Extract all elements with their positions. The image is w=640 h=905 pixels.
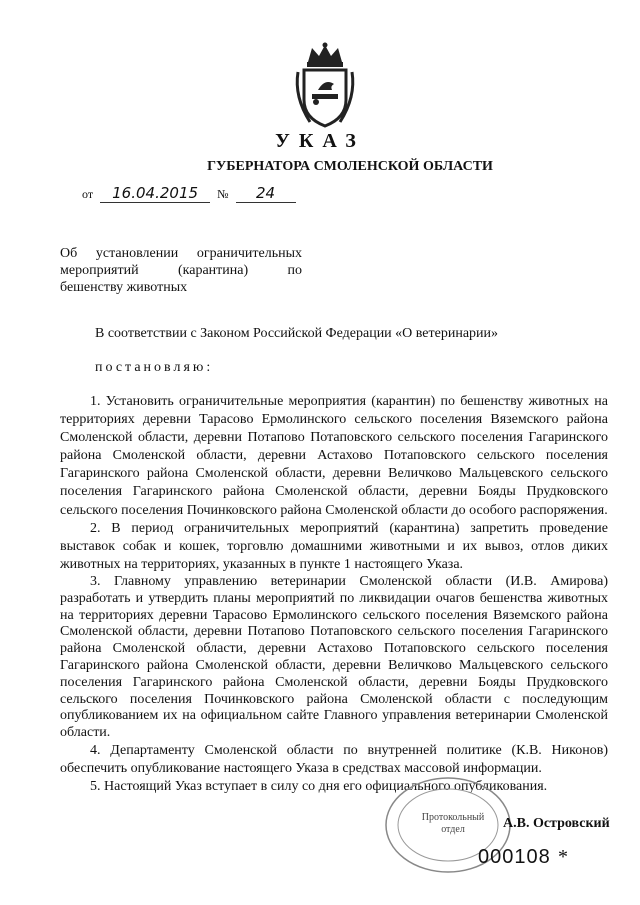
decree-paragraph: 4. Департаменту Смоленской области по внутренней политике (К.В. Никонов) обеспечить опубликование настоящего Указа в средствах массовой информации. — [60, 742, 608, 776]
decree-paragraph: 2. В период ограничительных мероприятий (карантина) запретить проведение выставок собак и кошек, торговлю домашними животными и их вывоз, отлов диких животных на территориях, указанных в пункте 1 настоящего Указа. — [60, 520, 608, 572]
decree-paragraph: 5. Настоящий Указ вступает в силу со дня его официального опубликования. — [90, 779, 548, 795]
number-prefix: № — [217, 187, 229, 201]
document-title: УКАЗ — [275, 130, 365, 152]
subject-block — [60, 245, 302, 296]
stamp-text — [418, 812, 488, 836]
coat-of-arms-icon — [290, 42, 360, 130]
preamble: В соответствии с Законом Российской Федерации «О ветеринарии» — [95, 326, 499, 341]
decree-paragraph: 1. Установить ограничительные мероприятия (карантин) по бешенству животных на территориях деревни Тарасово Ермолинского сельского поселения Вяземского района Смоленской области, деревни Потапово Потаповского сельского поселения Гагаринского района Смоленской области, деревни Астахово Потаповского сельского поселения Гагаринского района Смоленской области, деревни Величково Мальцевского сельского поселения Гагаринского района Смоленской области, деревни Бояды Прудковского сельского поселения Починковского района Смоленской области до особого распоряжения. — [60, 394, 608, 518]
stamp-line: отдел — [441, 824, 465, 835]
handwritten-number: 24 — [236, 184, 296, 203]
decree-body — [60, 393, 608, 796]
registration-mark: * — [558, 846, 568, 868]
registration-number: 000108 — [478, 846, 551, 868]
handwritten-date: 16.04.2015 — [100, 184, 210, 203]
signature-name: А.В. Островский — [503, 816, 610, 831]
subject-line: бешенству животных — [60, 280, 188, 295]
resolution-word: постановляю: — [95, 360, 214, 375]
decree-paragraph: 3. Главному управлению ветеринарии Смоленской области (И.В. Амирова) разработать и утвердить планы мероприятий по ликвидации очагов бешенства животных на территориях деревни Тарасово Ермолинского сельского поселения Вяземского района Смоленской области, деревни Потапово Потаповского сельского поселения Гагаринского района Смоленской области, деревни Астахово Потаповского сельского поселения Гагаринского района Смоленской области, деревни Величково Мальцевского сельского поселения Гагаринского района Смоленской области, деревни Бояды Прудковского сельского поселения Починковского района Смоленской области с последующим опубликованием их на официальном сайте Главного управления ветеринарии Смоленской области. — [60, 573, 608, 741]
date-number-row — [82, 184, 296, 203]
document-subtitle: ГУБЕРНАТОРА СМОЛЕНСКОЙ ОБЛАСТИ — [207, 159, 493, 174]
date-prefix: от — [82, 187, 94, 201]
stamp-line: Протокольный — [421, 812, 485, 823]
subject-line: Об установлении ограничительных — [60, 246, 302, 261]
subject-line: мероприятий (карантина) по — [60, 263, 302, 278]
